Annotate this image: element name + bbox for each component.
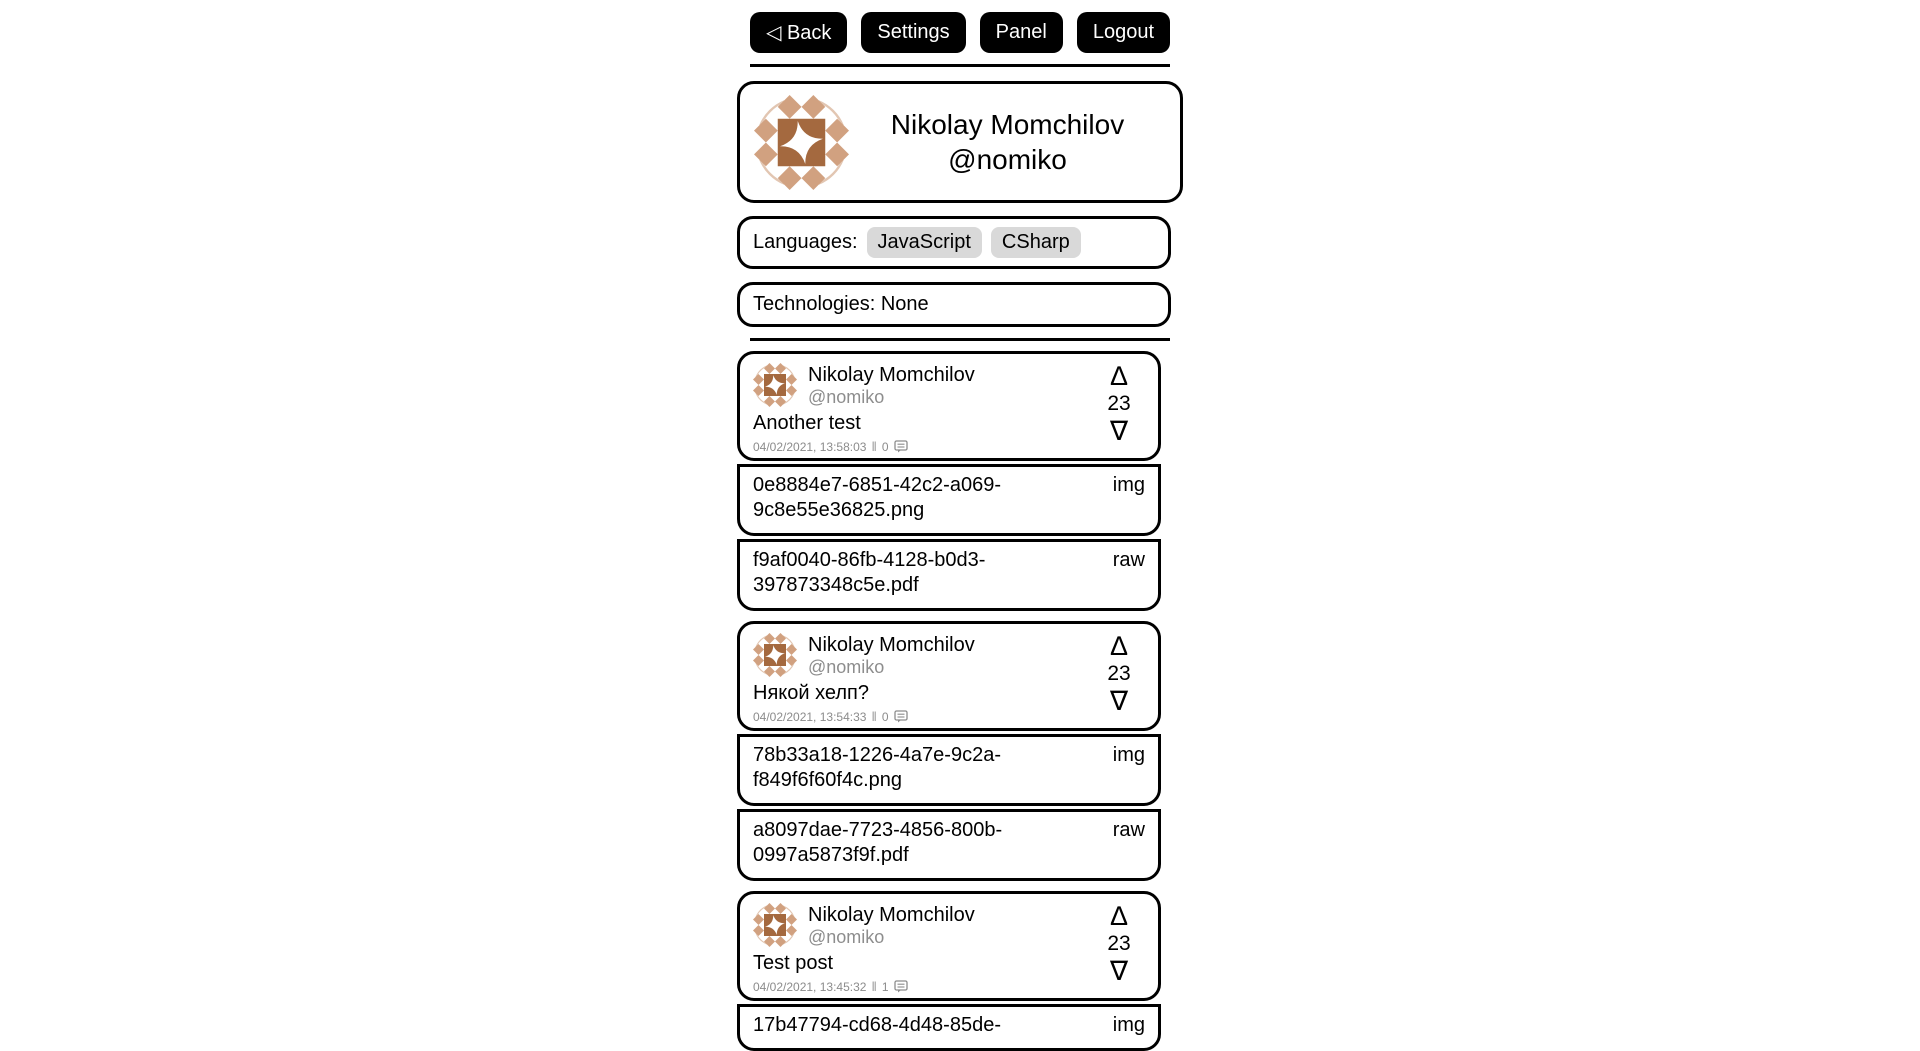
post-title: Another test: [753, 412, 861, 434]
attachment-row[interactable]: [737, 1004, 1161, 1051]
post-timestamp: 04/02/2021, 13:54:33: [753, 709, 867, 724]
post-comment-count: 0: [881, 709, 889, 724]
meta-separator: ‖: [871, 439, 877, 454]
upvote-button[interactable]: ∆: [1110, 361, 1128, 391]
attachment-row[interactable]: [737, 809, 1161, 881]
post-meta: [753, 979, 1145, 994]
downvote-button[interactable]: ∇: [1109, 956, 1129, 986]
vote-count: 23: [1107, 662, 1131, 685]
attachment-filename: a8097dae-7723-4856-800b-0997a5873f9f.pdf: [753, 819, 1003, 866]
post-item: [737, 891, 1183, 1051]
post-avatar-icon: [753, 633, 797, 677]
attachment-filename: 78b33a18-1226-4a7e-9c2a-f849f6f60f4c.png: [753, 744, 1001, 791]
vote-widget: [1094, 362, 1144, 446]
settings-button[interactable]: Settings: [861, 12, 965, 53]
profile-name-block: [849, 107, 1166, 177]
post-meta: [753, 709, 1145, 724]
divider-posts: [750, 338, 1170, 341]
attachment-type: img: [1112, 1014, 1145, 1036]
comments-icon: [894, 440, 908, 453]
language-badge: JavaScript: [867, 227, 982, 258]
post-header: [753, 903, 1145, 947]
languages-card: [737, 216, 1171, 269]
post-item: [737, 351, 1183, 611]
post-avatar-icon: [753, 363, 797, 407]
divider-top: [750, 64, 1170, 67]
languages-label: Languages:: [753, 231, 858, 253]
attachment-row[interactable]: [737, 734, 1161, 806]
vote-count: 23: [1107, 932, 1131, 955]
upvote-button[interactable]: ∆: [1110, 901, 1128, 931]
post-author-handle: @nomiko: [808, 387, 885, 407]
profile-name: Nikolay Momchilov: [890, 109, 1125, 140]
vote-count: 23: [1107, 392, 1131, 415]
post-card[interactable]: [737, 351, 1161, 461]
technologies-card: [737, 282, 1171, 327]
post-avatar-icon: [753, 903, 797, 947]
top-nav: [737, 12, 1183, 53]
post-card[interactable]: [737, 621, 1161, 731]
post-comment-count: 1: [881, 979, 889, 994]
profile-card: [737, 81, 1183, 203]
downvote-button[interactable]: ∇: [1109, 416, 1129, 446]
post-author-name: Nikolay Momchilov: [808, 364, 975, 386]
post-item: [737, 621, 1183, 881]
attachment-filename: 0e8884e7-6851-42c2-a069-9c8e55e36825.png: [753, 474, 1001, 521]
profile-handle: @nomiko: [948, 144, 1067, 175]
post-author-name: Nikolay Momchilov: [808, 904, 975, 926]
post-card[interactable]: [737, 891, 1161, 1001]
post-author-name: Nikolay Momchilov: [808, 634, 975, 656]
attachment-row[interactable]: [737, 539, 1161, 611]
attachment-type: img: [1112, 744, 1145, 766]
post-header: [753, 363, 1145, 407]
back-button[interactable]: ◁ Back: [750, 12, 847, 53]
downvote-button[interactable]: ∇: [1109, 686, 1129, 716]
comments-icon: [894, 710, 908, 723]
attachment-filename: 17b47794-cd68-4d48-85de-: [753, 1014, 1001, 1036]
attachment-type: raw: [1112, 549, 1145, 571]
panel-button[interactable]: Panel: [980, 12, 1063, 53]
post-author-handle: @nomiko: [808, 927, 885, 947]
comments-icon: [894, 980, 908, 993]
post-timestamp: 04/02/2021, 13:58:03: [753, 439, 867, 454]
post-title: Test post: [753, 952, 834, 974]
technologies-text: Technologies: None: [753, 293, 929, 315]
logout-button[interactable]: Logout: [1077, 12, 1170, 53]
post-header: [753, 633, 1145, 677]
post-timestamp: 04/02/2021, 13:45:32: [753, 979, 867, 994]
attachment-type: img: [1112, 474, 1145, 496]
post-title: Някой хелп?: [753, 682, 869, 704]
language-badge: CSharp: [991, 227, 1081, 258]
meta-separator: ‖: [871, 709, 877, 724]
profile-avatar-icon: [754, 95, 849, 190]
vote-widget: [1094, 902, 1144, 986]
post-comment-count: 0: [881, 439, 889, 454]
post-author-handle: @nomiko: [808, 657, 885, 677]
attachment-row[interactable]: [737, 464, 1161, 536]
post-meta: [753, 439, 1145, 454]
profile-page: [737, 0, 1183, 1051]
attachment-filename: f9af0040-86fb-4128-b0d3-397873348c5e.pdf: [753, 549, 986, 596]
vote-widget: [1094, 632, 1144, 716]
upvote-button[interactable]: ∆: [1110, 631, 1128, 661]
attachment-type: raw: [1112, 819, 1145, 841]
meta-separator: ‖: [871, 979, 877, 994]
